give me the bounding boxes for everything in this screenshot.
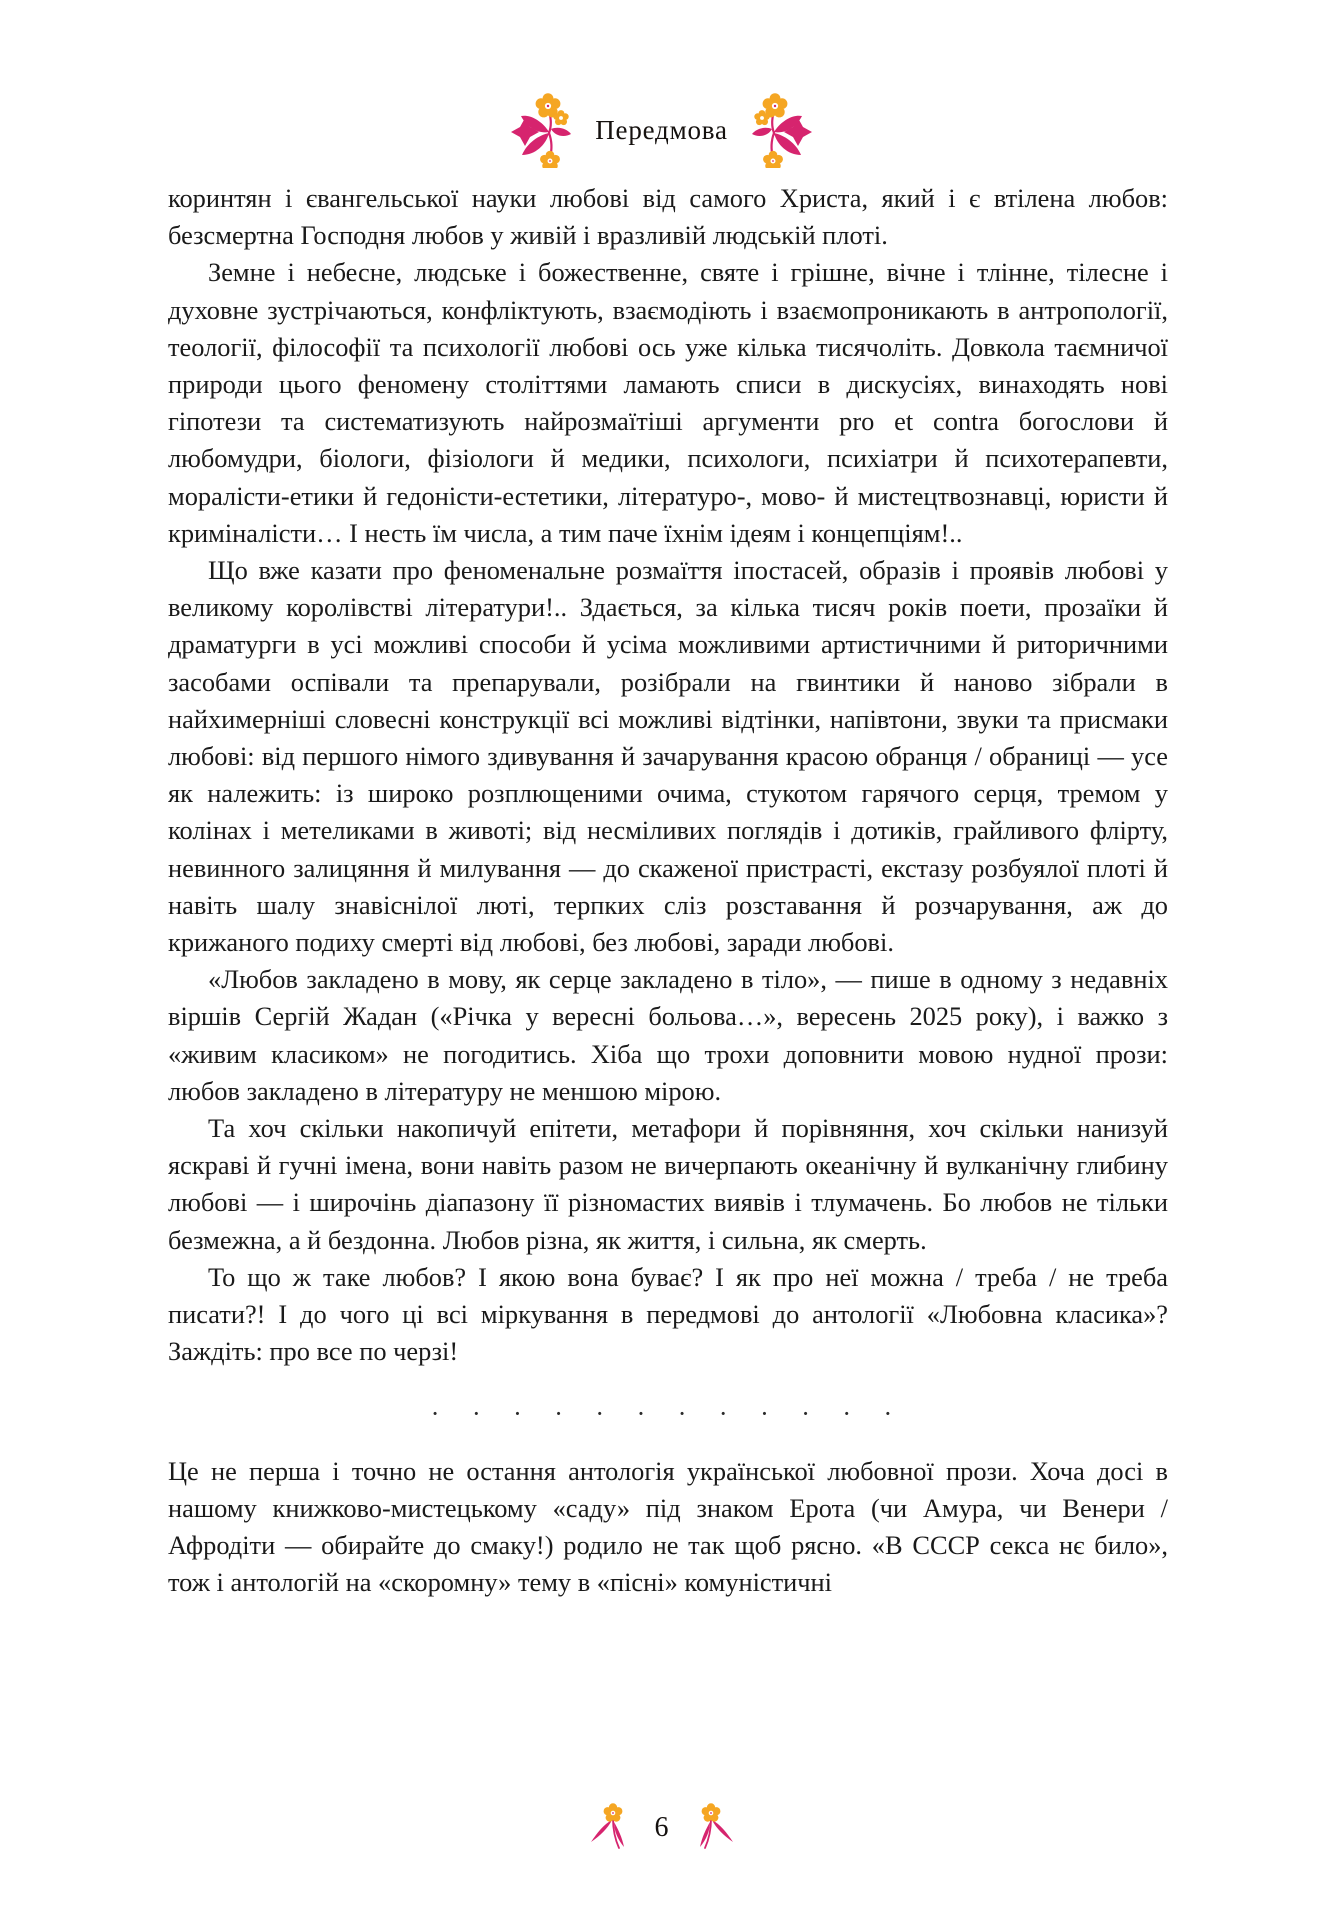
paragraph: Та хоч скільки накопичуй епітети, метафори й порівняння, хоч скільки нанизуй яскраві й гучні імена, вони навіть разом не вичерпають океанічну й вулканічну глибину любові — і широчінь діапазону її різномастих виявів і тлумачень. Бо любов не тільки безмежна, а й бездонна. Любов різна, як життя, і сильна, як смерть. — [168, 1113, 1168, 1255]
page-title: Передмова — [595, 114, 728, 145]
paragraph: Земне і небесне, людське і божественне, святе і грішне, вічне і тлінне, тілесне і духовне зустрічаються, конфліктують, взаємодіють і взаємопроникають в антропології, теології, філософії та психології любові ось уже кілька тисячоліть. Довкола таємничої природи цього феномену століттями ламають списи в дискусіях, винаходять нові гіпотези та систематизують найрозмаїтіші аргументи pro et contra богослови й любомудри, біологи, фізіологи й медики, психологи, психіатри й психотерапевти, моралісти-етики й гедоністи-естетики, літературо-, мово- й мистецтвознавці, юристи й криміналісти… І несть їм числа, а тим паче їхнім ідеям і концепціям!.. — [168, 257, 1168, 548]
page-footer — [0, 1800, 1323, 1856]
running-head — [0, 92, 1323, 168]
paragraph: Це не перша і точно не остання антологія української любовної прози. Хоча досі в нашому книжково-мистецькому «саду» під знаком Ерота (чи Амура, чи Венери / Афродіти — обирайте до смаку!) родило не так щоб рясно. «В СССР секса нє било», тож і антологій на «скоромну» тему в «пісні» комуністичні — [168, 1455, 1168, 1598]
flower-sprig-icon — [588, 1802, 634, 1854]
body-text-column — [168, 180, 1168, 1601]
page-number: 6 — [654, 1812, 669, 1843]
floral-ornament-icon — [505, 92, 573, 168]
paragraph: То що ж таке любов? І якою вона буває? І як про неї можна / треба / не треба писати?! І до чого ці всі міркування в передмові до антології «Любовна класика»? Заждіть: про все по черзі! — [168, 1261, 1168, 1367]
flower-sprig-icon — [690, 1802, 736, 1854]
paragraph: коринтян і євангельської науки любові від самого Христа, який і є втілена любов: безсмертна Господня любов у живій і вразливій людській плоті. — [168, 183, 1168, 251]
section-divider: · · · · · · · · · · · · — [430, 1398, 906, 1428]
paragraph: Що вже казати про феноменальне розмаїття іпостасей, образів і проявів любові у великому королівстві літератури!.. Здається, за кілька тисяч років поети, прозаїки й драматурги в усі можливі способи й усіма можливими артистичними й риторичними засобами оспівали та препарували, розібрали на гвинтики й наново зібрали в найхимерніші словесні конструкції всі можливі відтінки, напівтони, звуки та присмаки любові: від першого німого здивування й зачарування красою обранця / обраниці — усе як належить: із широко розплющеними очима, стукотом гарячого серця, тремом у колінах і метеликами в животі; від несміливих поглядів і дотиків, грайливого флірту, невинного залицяння й милування — до скаженої пристрасті, екстазу розбуялої плоті й навіть шалу знавіснілої люті, терпких сліз розставання й розчарування, аж до крижаного подиху смерті від любові, без любові, заради любові. — [168, 555, 1168, 958]
paragraph: «Любов закладено в мову, як серце закладено в тіло», — пише в одному з недавніх віршів Сергій Жадан («Річка у вересні больова…», вересень 2025 року), і важко з «живим класиком» не погодитись. Хіба що трохи доповнити мовою нудної прози: любов закладено в літературу не меншою мірою. — [168, 964, 1168, 1106]
floral-ornament-icon — [750, 92, 818, 168]
